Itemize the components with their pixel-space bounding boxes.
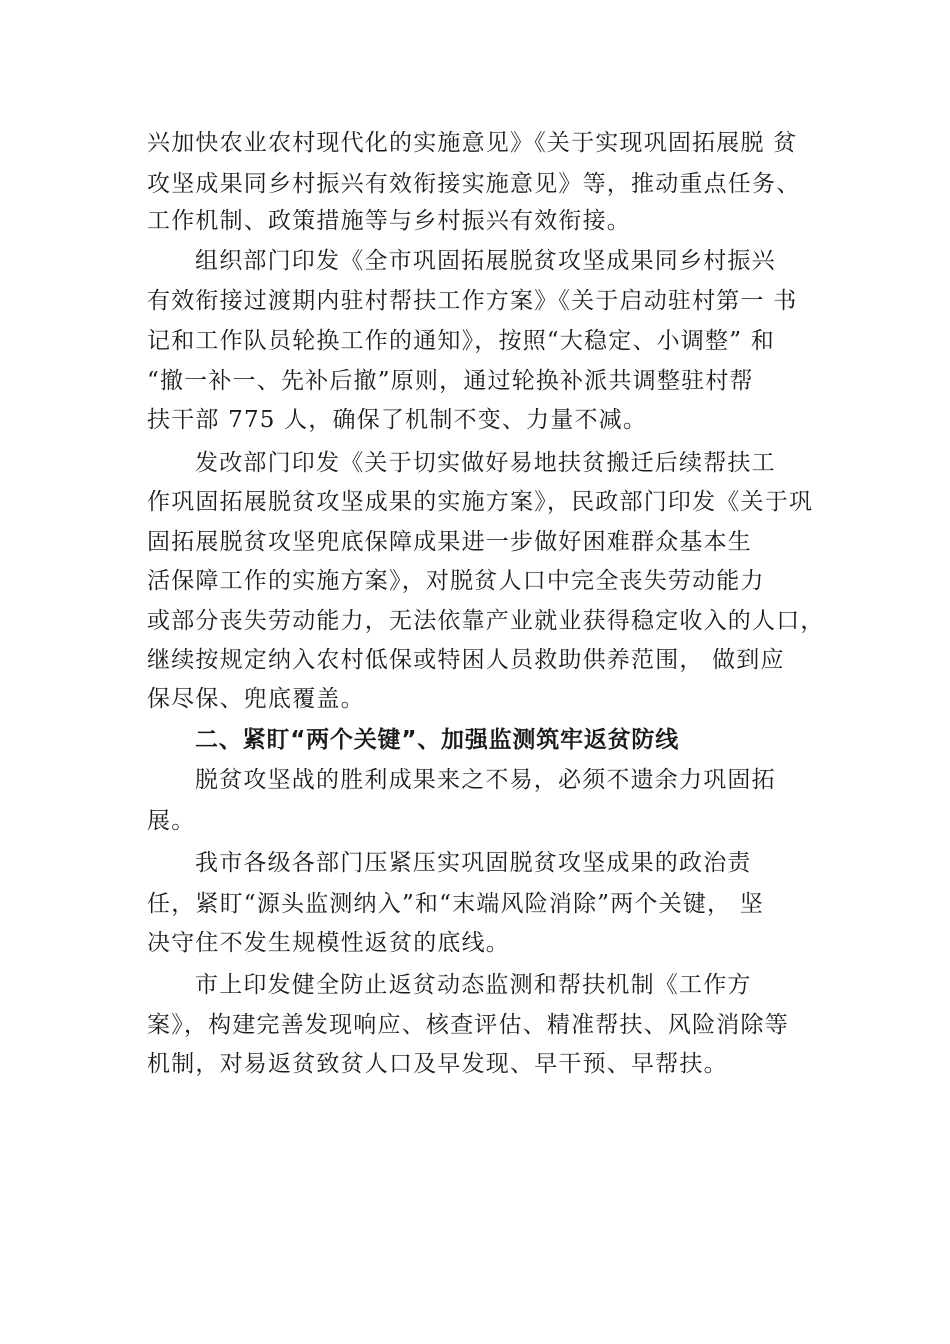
paragraph-2-line-3: 记和工作队员轮换工作的通知》，按照“大稳定、小调整” 和 (147, 328, 775, 354)
paragraph-2-line-5: 扶干部 775 人，确保了机制不变、力量不减。 (147, 407, 648, 433)
paragraph-6-line-1: 市上印发健全防止返贫动态监测和帮扶机制《工作方 (195, 972, 752, 998)
paragraph-1-line-1: 兴加快农业农村现代化的实施意见》《关于实现巩固拓展脱 贫 (147, 130, 798, 156)
paragraph-3-line-4: 活保障工作的实施方案》，对脱贫人口中完全丧失劳动能力 (147, 568, 765, 594)
section-heading: 二、紧盯“两个关键”、加强监测筑牢返贫防线 (195, 727, 680, 753)
paragraph-5-line-2: 任，紧盯“源头监测纳入”和“末端风险消除”两个关键， 坚 (147, 891, 764, 917)
paragraph-3-line-2: 作巩固拓展脱贫攻坚成果的实施方案》，民政部门印发《关于巩 (147, 489, 814, 515)
paragraph-4-line-2: 展。 (147, 808, 196, 834)
paragraph-2-line-1: 组织部门印发《全市巩固拓展脱贫攻坚成果同乡村振兴 (195, 248, 776, 274)
paragraph-2-line-4: “撤一补一、先补后撤”原则，通过轮换补派共调整驻村帮 (147, 368, 754, 394)
paragraph-3-line-1: 发改部门印发《关于切实做好易地扶贫搬迁后续帮扶工 (195, 450, 776, 476)
paragraph-3-line-5: 或部分丧失劳动能力，无法依靠产业就业获得稳定收入的人口， (147, 608, 825, 634)
paragraph-6-line-3: 机制，对易返贫致贫人口及早发现、早干预、早帮扶。 (147, 1051, 728, 1077)
paragraph-3-line-6: 继续按规定纳入农村低保或特困人员救助供养范围， 做到应 (147, 647, 785, 673)
paragraph-4-line-1: 脱贫攻坚战的胜利成果来之不易，必须不遗余力巩固拓 (195, 767, 776, 793)
paragraph-6-line-2: 案》，构建完善发现响应、核查评估、精准帮扶、风险消除等 (147, 1012, 789, 1038)
paragraph-1-line-3: 工作机制、政策措施等与乡村振兴有效衔接。 (147, 208, 631, 234)
paragraph-5-line-1: 我市各级各部门压紧压实巩固脱贫攻坚成果的政治责 (195, 850, 752, 876)
paragraph-3-line-7: 保尽保、兜底覆盖。 (147, 686, 365, 712)
paragraph-5-line-3: 决守住不发生规模性返贫的底线。 (147, 930, 510, 956)
paragraph-2-line-2: 有效衔接过渡期内驻村帮扶工作方案》《关于启动驻村第一 书 (147, 288, 798, 314)
paragraph-1-line-2: 攻坚成果同乡村振兴有效衔接实施意见》等，推动重点任务、 (147, 171, 801, 197)
paragraph-3-line-3: 固拓展脱贫攻坚兜底保障成果进一步做好困难群众基本生 (147, 529, 752, 555)
